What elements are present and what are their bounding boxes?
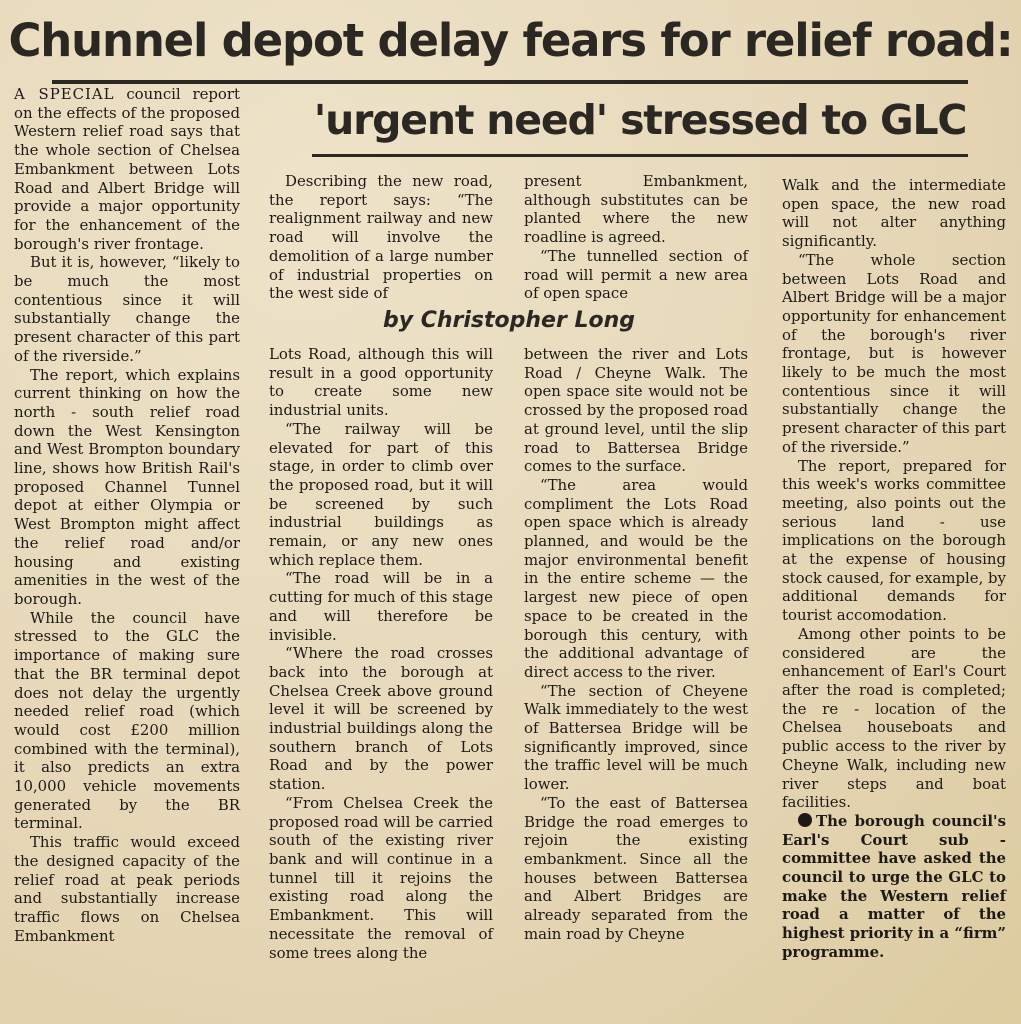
column-3-bottom [524,345,748,944]
subheadline-rule [312,154,968,157]
column-3-paragraph: between the river and Lots Road / Cheyne Walk. The open space site would not be crossed by the proposed road at ground level, until the slip road to Battersea Bridge comes to the surface. [524,345,748,476]
column-2-paragraph: “The railway will be elevated for part of this stage, in order to climb over the proposed road, but it will be screened by such industrial buildings as remain, or any new ones which replace them. [269,419,493,569]
column-1-paragraph: But it is, however, “likely to be much the most contentious since it will substantially change the present character of this part of the riverside.” [14,253,240,365]
highlighted-note [782,812,1006,962]
column-1-paragraph: While the council have stressed to the GLC the importance of making sure that the BR terminal depot does not delay the urgently needed relief road (which would cost £200 million combined with the terminal), it also predicts an extra 10,000 vehicle movements generated by the BR terminal. [14,608,240,833]
column-1-paragraph: This traffic would exceed the designed capacity of the relief road at peak periods and substantially increase traffic flows on Chelsea Embankment [14,833,240,945]
headline-rule [52,80,968,84]
column-1-text: council report on the effects of the proposed Western relief road says that the whole section of Chelsea Embankment between Lots Road and Albert Bridge will provide a major opportunity for the enhancement of the borough's river frontage. [14,85,240,253]
column-4-paragraph: “The whole section between Lots Road and Albert Bridge will be a major opportunity for enhancement of the borough's river frontage, but is however likely to be much the most contentious since it will substantially change the present character of this part of the riverside.” [782,250,1006,456]
column-3-paragraph: “To the east of Battersea Bridge the road emerges to rejoin the existing embankment. Since all the houses between Battersea and Albert Bridges are already separated from the main road by Cheyne [524,793,748,943]
headline: Chunnel depot delay fears for relief road: [8,14,1013,67]
column-4-paragraph: The report, prepared for this week's works committee meeting, also points out the serious land - use implications on the borough at the expense of housing stock caused, for example, by additional demands for tourist accomodation. [782,456,1006,625]
column-2-paragraph: Lots Road, although this will result in a good opportunity to create some new industrial units. [269,345,493,420]
column-3-top [524,172,748,303]
column-4 [782,176,1006,962]
byline: by Christopher Long [382,308,636,333]
column-1 [14,85,240,945]
column-4-paragraph: Among other points to be considered are the enhancement of Earl's Court after the road is completed; the re - location of the Chelsea houseboats and public access to the river by Cheyne Walk, including new river steps and boat facilities. [782,624,1006,812]
column-2-paragraph: Describing the new road, the report says: “The realignment railway and new road will involve the demolition of a large number of industrial properties on the west side of [269,172,493,303]
column-3-paragraph: present Embankment, although substitutes can be planted where the new roadline is agreed. [524,172,748,247]
subheadline: 'urgent need' stressed to GLC [313,96,967,144]
highlighted-note-text: The borough council's Earl's Court sub - committee have asked the council to urge the GLC to make the Western relief road a matter of the highest priority in a “firm” programme. [782,811,1006,961]
column-2-paragraph: “The road will be in a cutting for much of this stage and will therefore be invisible. [269,569,493,644]
column-2-bottom [269,345,493,962]
bullet-icon [798,813,812,827]
column-3-paragraph: “The area would compliment the Lots Road open space which is already planned, and would be the major environmental benefit in the entire scheme — the largest new piece of open space to be created in the borough this century, with the additional advantage of direct access to the river. [524,475,748,681]
column-2-paragraph: “Where the road crosses back into the borough at Chelsea Creek above ground level it will be screened by industrial buildings along the southern branch of Lots Road and by the power station. [269,644,493,794]
column-2-paragraph: “From Chelsea Creek the proposed road will be carried south of the existing river bank and will continue in a tunnel till it rejoins the existing road along the Embankment. This will necessitate the removal of some trees along the [269,793,493,962]
column-4-paragraph: Walk and the intermediate open space, the new road will not alter anything significantly. [782,176,1006,251]
lead-cap: A SPECIAL [14,85,115,103]
column-3-paragraph: “The section of Cheyene Walk immediately to the west of Battersea Bridge will be significantly improved, since the traffic level will be much lower. [524,681,748,794]
column-3-paragraph: “The tunnelled section of road will permit a new area of open space [524,246,748,303]
column-2-top [269,172,493,303]
column-1-paragraph [14,85,240,253]
column-1-paragraph: The report, which explains current thinking on how the north - south relief road down the West Kensington and West Brompton boundary line, shows how British Rail's proposed Channel Tunnel depot at either Olympia or West Brompton might affect the relief road and/or housing and existing amenities in the west of the borough. [14,365,240,608]
